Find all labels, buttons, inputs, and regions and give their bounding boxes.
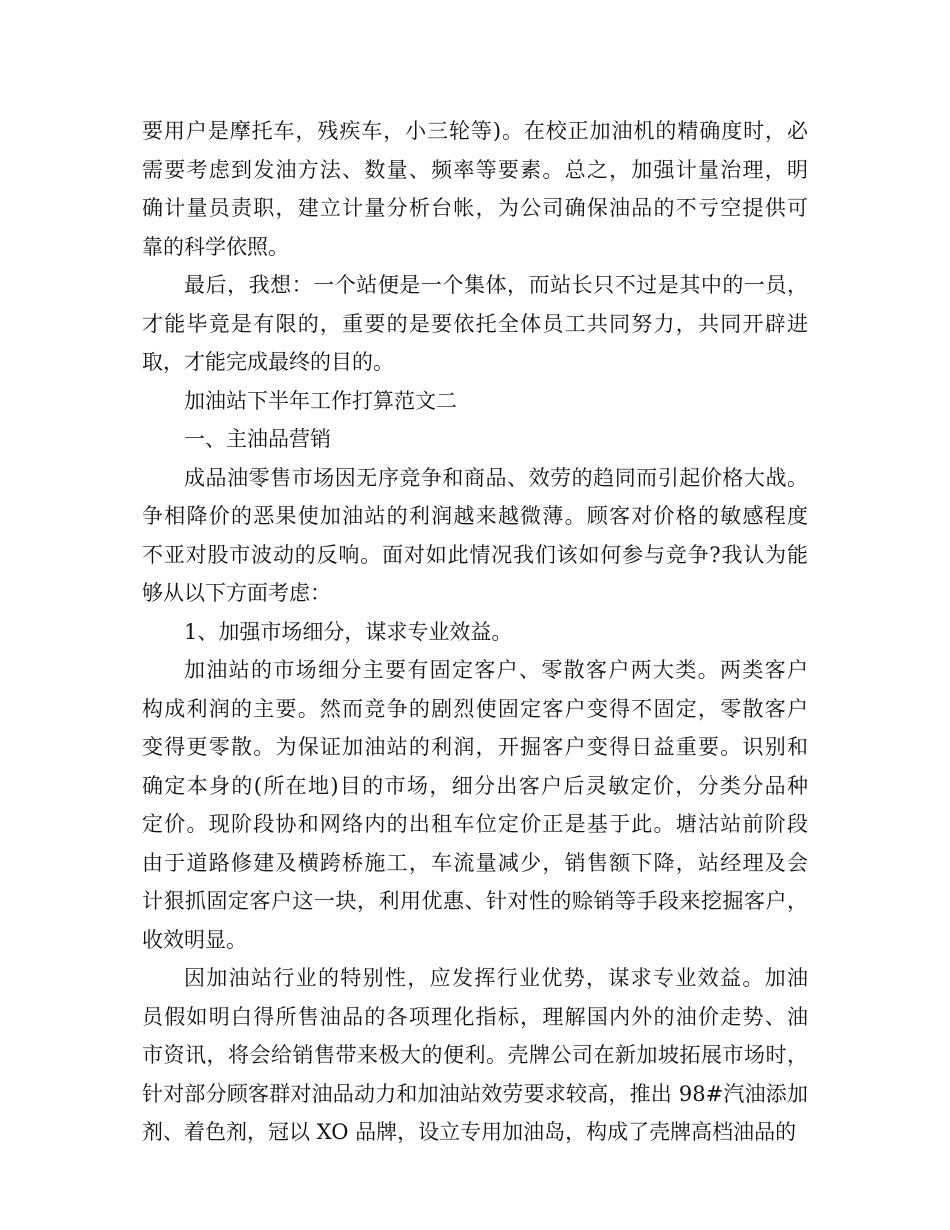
text-line: 够从以下方面考虑：	[142, 581, 331, 605]
text-line: 成品油零售市场因无序竞争和商品、效劳的趋同而引起价格大战。	[184, 465, 808, 490]
text-line: 加油站的市场细分主要有固定客户、零散客户两大类。两类客户	[184, 658, 808, 682]
text-line: 剂、着色剂，冠以 XO 品牌，设立专用加油岛，构成了壳牌高档油品的	[142, 1120, 797, 1144]
text-line: 要用户是摩托车，残疾车，小三轮等)。在校正加油机的精确度时，必	[142, 119, 808, 143]
paragraph-p6	[142, 613, 808, 652]
text-line: 最后，我想：一个站便是一个集体，而站长只不过是其中的一员，	[184, 273, 808, 297]
text-line: 定价。现阶段协和网络内的出租车位定价正是基于此。塘沽站前阶段	[142, 812, 808, 836]
paragraph-p1	[142, 112, 808, 266]
paragraph-p4	[142, 420, 808, 459]
text-line: 由于道路修建及横跨桥施工，车流量减少，销售额下降，站经理及会	[142, 850, 808, 875]
paragraph-p5	[142, 459, 808, 613]
text-line: 员假如明白得所售油品的各项理化指标，理解国内外的油价走势、油	[142, 1004, 808, 1029]
text-line: 收效明显。	[142, 927, 247, 952]
text-line: 加油站下半年工作打算范文二	[184, 388, 457, 413]
document-body	[142, 112, 808, 1152]
text-line: 计狠抓固定客户这一块，利用优惠、针对性的赊销等手段来挖掘客户，	[142, 889, 808, 913]
paragraph-p7	[142, 651, 808, 959]
text-line: 1、加强市场细分，谋求专业效益。	[184, 619, 513, 644]
paragraph-p8	[142, 959, 808, 1152]
text-line: 变得更零散。为保证加油站的利润，开掘客户变得日益重要。识别和	[142, 735, 808, 759]
text-line: 确计量员责职，建立计量分析台帐，为公司确保油品的不亏空提供可	[142, 196, 808, 220]
text-line: 靠的科学依照。	[142, 234, 289, 259]
paragraph-p2	[142, 266, 808, 382]
text-line: 不亚对股市波动的反响。面对如此情况我们该如何参与竞争?我认为能	[142, 542, 808, 567]
text-line: 针对部分顾客群对油品动力和加油站效劳要求较高，推出 98#汽油添加	[142, 1081, 808, 1106]
paragraph-p3	[142, 382, 808, 421]
text-line: 因加油站行业的特别性，应发挥行业优势，谋求专业效益。加油	[184, 966, 808, 990]
text-line: 确定本身的(所在地)目的市场，细分出客户后灵敏定价，分类分品种	[142, 773, 808, 798]
text-line: 才能毕竟是有限的，重要的是要依托全体员工共同努力，共同开辟进	[142, 311, 808, 336]
text-line: 争相降价的恶果使加油站的利润越来越微薄。顾客对价格的敏感程度	[142, 504, 808, 528]
text-line: 构成利润的主要。然而竞争的剧烈使固定客户变得不固定，零散客户	[142, 696, 808, 721]
text-line: 取，才能完成最终的目的。	[142, 350, 394, 374]
text-line: 一、主油品营销	[184, 427, 331, 451]
text-line: 市资讯，将会给销售带来极大的便利。壳牌公司在新加坡拓展市场时，	[142, 1043, 808, 1067]
text-line: 需要考虑到发油方法、数量、频率等要素。总之，加强计量治理，明	[142, 157, 808, 182]
